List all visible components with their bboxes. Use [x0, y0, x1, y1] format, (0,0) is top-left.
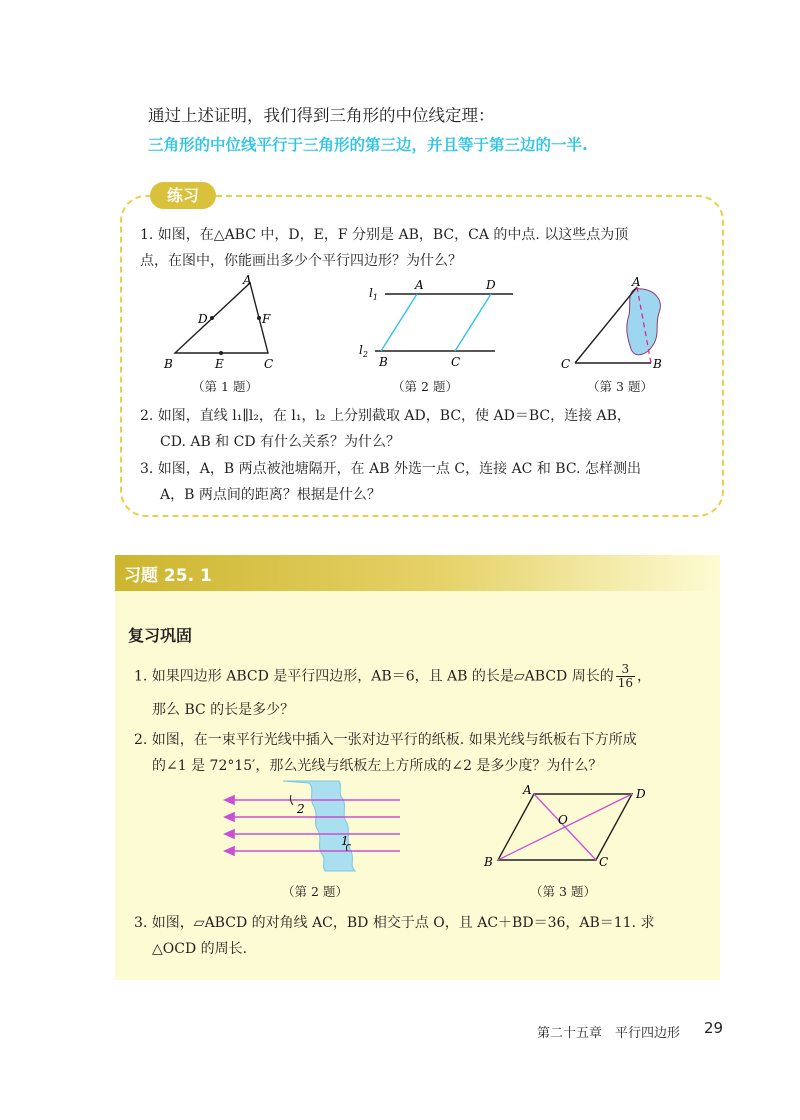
- arrow-head: [225, 830, 234, 838]
- exercise-q1-line2: 那么 BC 的长是多少？: [152, 702, 295, 718]
- practice-fig3-caption: （第 3 题）: [587, 379, 653, 394]
- label-c: C: [451, 355, 461, 369]
- theorem-text: 三角形的中位线平行于三角形的第三边，并且等于第三边的一半.: [148, 136, 588, 154]
- label-b: B: [379, 355, 388, 369]
- paper-board: [283, 781, 355, 871]
- chapter-footer: 第二十五章 平行四边形: [537, 1026, 681, 1041]
- exercise-fig3-caption: （第 3 题）: [530, 884, 596, 899]
- arrow-head: [225, 813, 234, 821]
- label-a: A: [523, 783, 532, 797]
- diagonal-bd: [498, 794, 632, 860]
- exercise-title: 习题 25. 1: [124, 566, 212, 586]
- practice-q1-line1: 1. 如图，在△ABC 中，D，E，F 分别是 AB，BC，CA 的中点. 以这些点为顶: [140, 227, 629, 243]
- fraction-3-16: $\frac{3}{16}$: [617, 662, 633, 690]
- label-a: A: [243, 275, 252, 287]
- label-b: B: [484, 855, 493, 869]
- exercise-q2-line2: 的∠1 是 72°15′，那么光线与纸板左上方所成的∠2 是多少度？为什么？: [152, 758, 603, 774]
- practice-q3-line2: A，B 两点间的距离？根据是什么？: [160, 487, 381, 503]
- label-a: A: [415, 278, 424, 292]
- exercise-q1-line1: 1. 如果四边形 ABCD 是平行四边形，AB＝6，且 AB 的长是▱ABCD 周长的 $\frac{3}{16}$ ，: [134, 662, 651, 690]
- label-e: E: [215, 357, 224, 371]
- label-d: D: [486, 278, 496, 292]
- intro-text: 通过上述证明，我们得到三角形的中位线定理：: [148, 106, 495, 125]
- pond-shape: [627, 289, 661, 355]
- label-b: B: [164, 357, 173, 371]
- label-d: D: [198, 312, 208, 326]
- segment-cd: [455, 294, 491, 351]
- exercise-fig2-caption: （第 2 题）: [282, 884, 348, 899]
- segment-ab: [381, 294, 417, 351]
- label-o: O: [558, 813, 568, 827]
- label-d: D: [636, 787, 646, 801]
- point-f: [257, 316, 261, 320]
- label-a: A: [632, 275, 641, 289]
- practice-q2-line1: 2. 如图，直线 l₁∥l₂，在 l₁，l₂ 上分别截取 AD，BC，使 AD＝BC，连接 AB，: [140, 408, 631, 424]
- practice-figure-2: [355, 278, 520, 373]
- exercise-q3-line1: 3. 如图，▱ABCD 的对角线 AC，BD 相交于点 O，且 AC＋BD＝36，AB＝11. 求: [134, 915, 655, 931]
- point-d: [210, 316, 214, 320]
- angle-1-label: 1: [341, 834, 349, 848]
- practice-fig2-caption: （第 2 题）: [392, 379, 458, 394]
- label-f: F: [262, 312, 271, 326]
- label-l1: $l_1$: [369, 286, 378, 302]
- exercise-figure-3: [478, 782, 653, 872]
- label-b: B: [653, 357, 662, 371]
- review-heading: 复习巩固: [128, 626, 193, 645]
- arrow-head: [225, 847, 234, 855]
- point-e: [219, 351, 223, 355]
- page-number: 29: [704, 1019, 724, 1037]
- practice-fig1-caption: （第 1 题）: [192, 379, 258, 394]
- label-c: C: [561, 357, 571, 371]
- practice-q1-line2: 点，在图中，你能画出多少个平行四边形？为什么？: [140, 253, 462, 269]
- exercise-q2-line1: 2. 如图，在一束平行光线中插入一张对边平行的纸板. 如果光线与纸板右下方所成: [134, 732, 637, 748]
- practice-tag: 练习: [150, 182, 216, 209]
- practice-figure-3: [555, 275, 675, 375]
- label-c: C: [264, 357, 274, 371]
- label-c: C: [599, 855, 609, 869]
- practice-figure-1: [160, 275, 290, 375]
- label-l2: $l_2$: [359, 343, 368, 359]
- exercise-figure-2: [215, 775, 410, 875]
- practice-q2-line2: CD. AB 和 CD 有什么关系？为什么？: [160, 434, 401, 450]
- triangle-abc: [175, 283, 268, 353]
- practice-q3-line1: 3. 如图，A，B 两点被池塘隔开，在 AB 外选一点 C，连接 AC 和 BC. 怎样测出: [140, 461, 641, 477]
- exercise-q3-line2: △OCD 的周长.: [152, 941, 248, 957]
- angle-2-label: 2: [297, 802, 305, 816]
- arrow-head: [225, 796, 234, 804]
